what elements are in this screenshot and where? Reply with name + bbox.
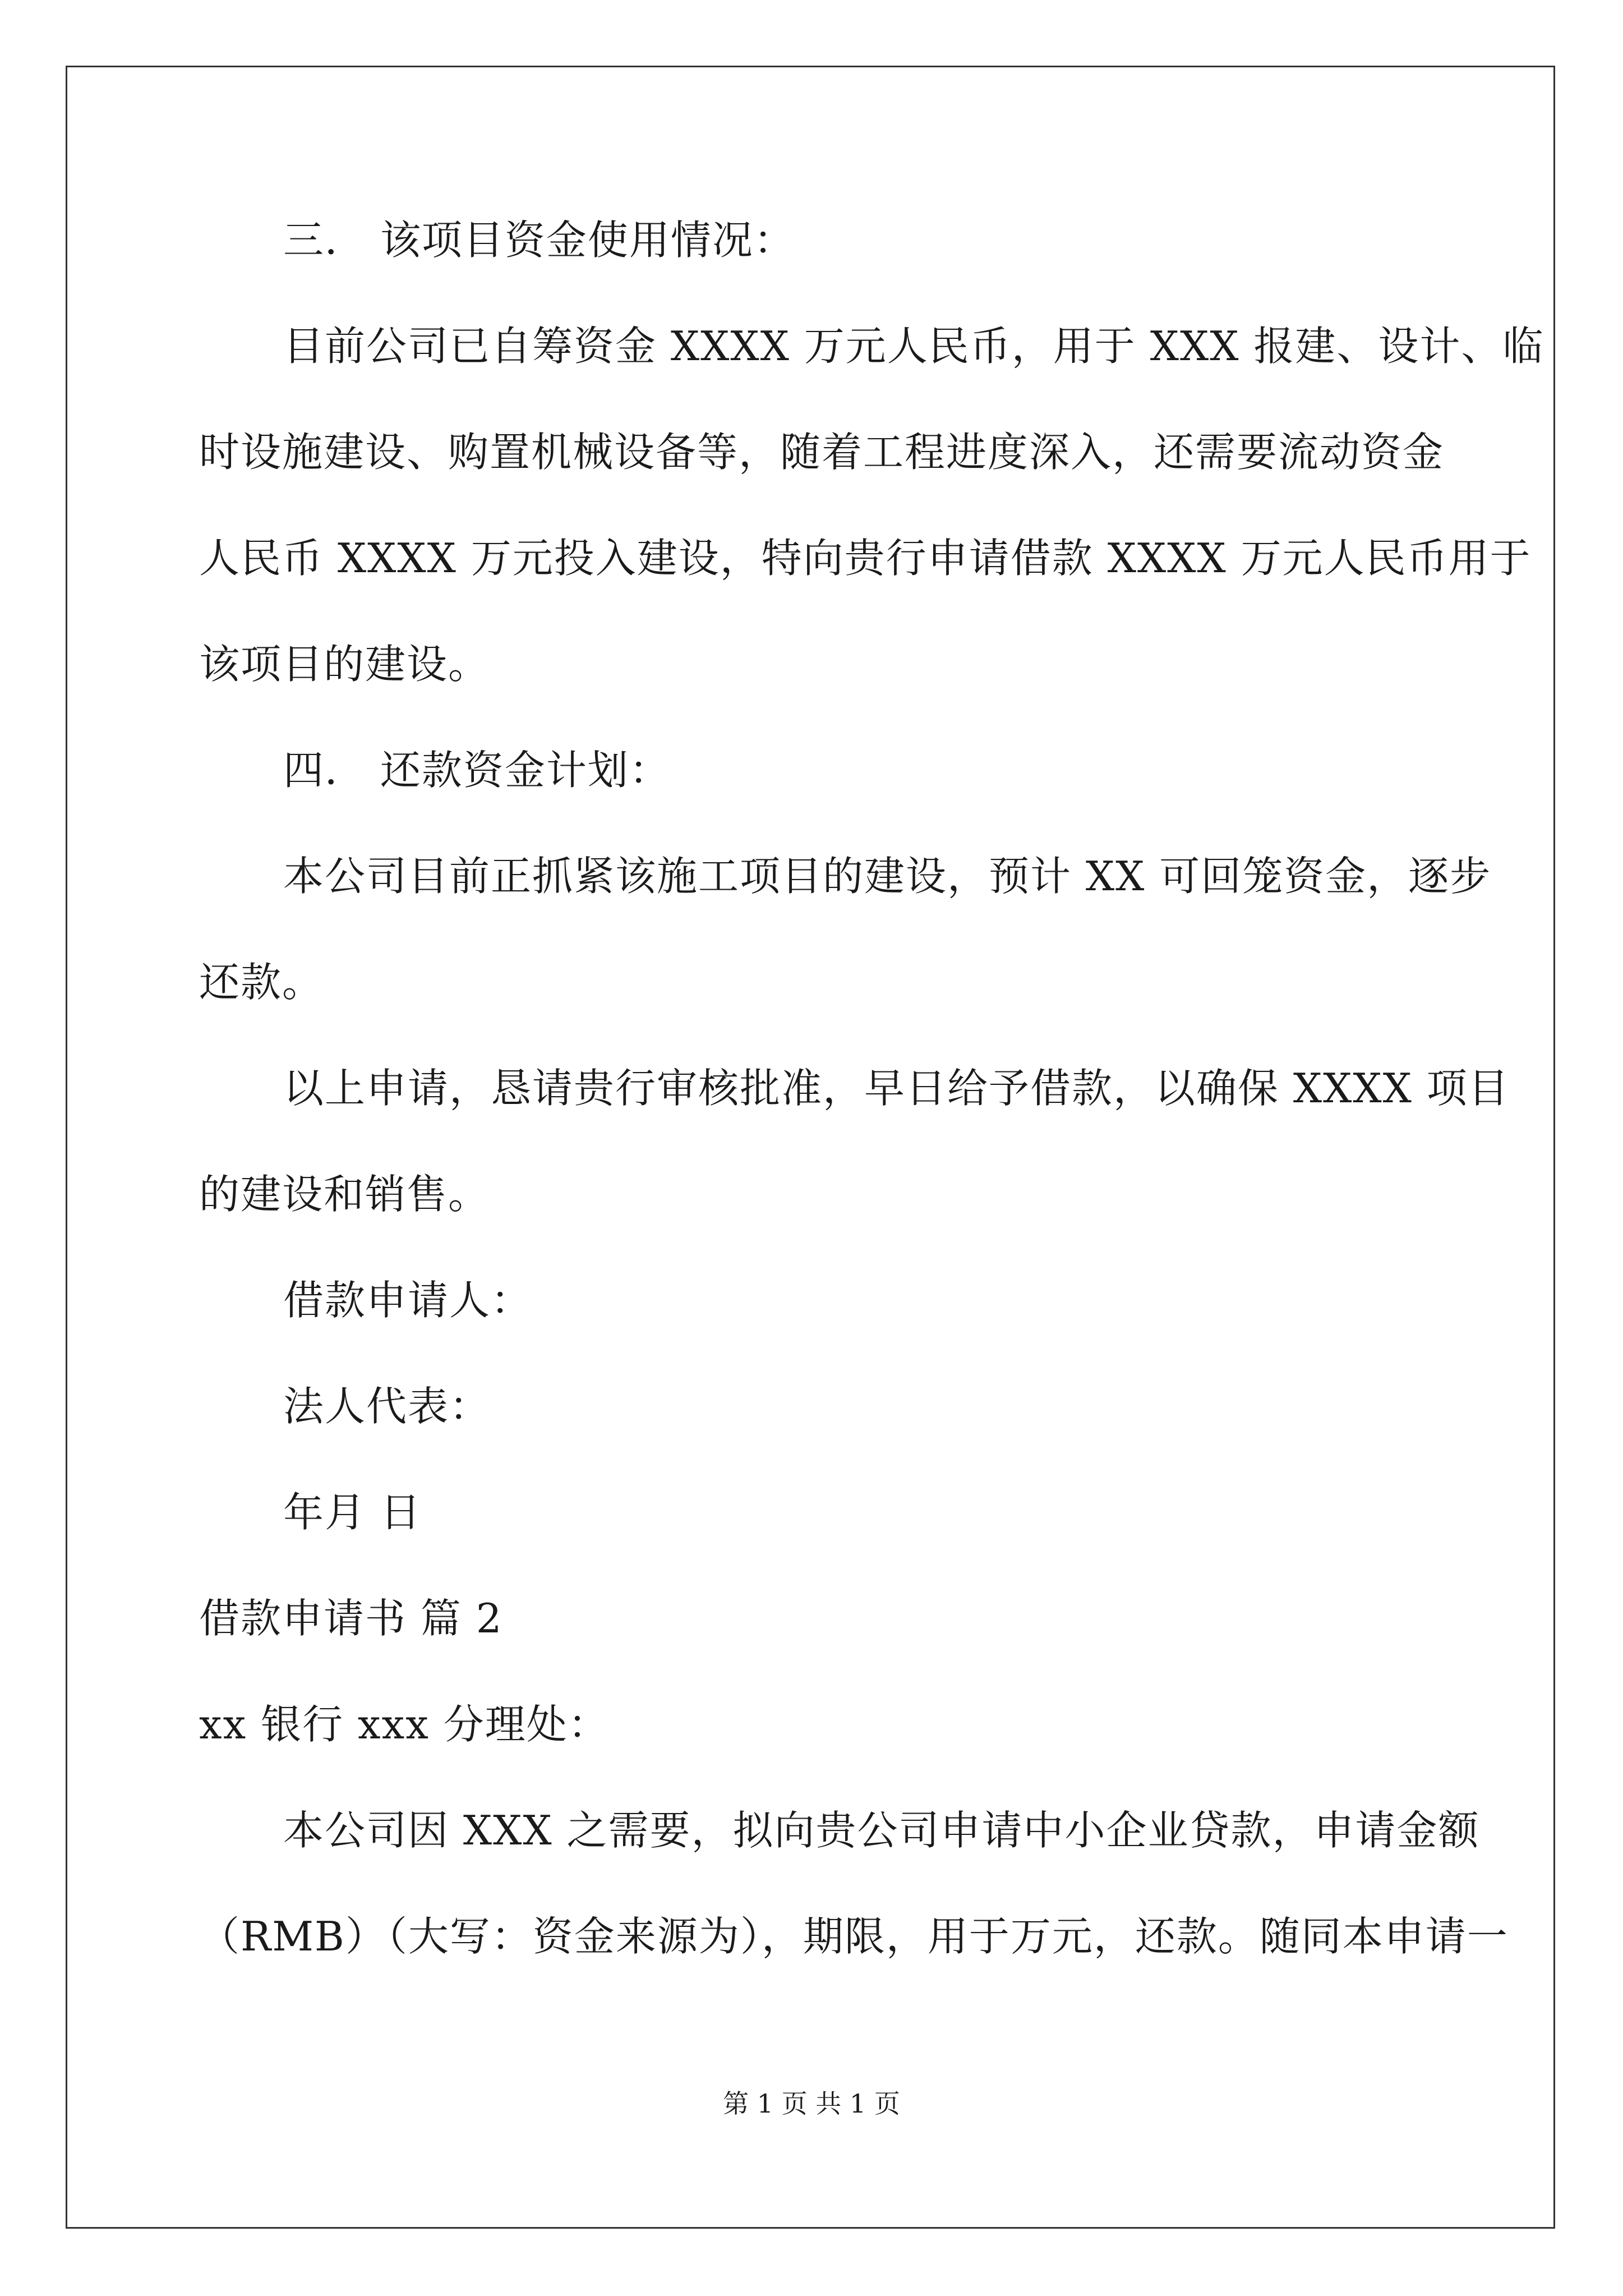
page-number-footer: 第 1 页 共 1 页 [723, 2088, 900, 2119]
paragraph-line: 还款。 [199, 959, 324, 1006]
paragraph-line: 时设施建设、购置机械设备等，随着工程进度深入，还需要流动资金 [199, 429, 1445, 476]
paragraph-line: （RMB）（大写：资金来源为），期限，用于万元，还款。随同本申请一 [199, 1913, 1509, 1960]
section-title: 借款申请书 篇 2 [199, 1595, 503, 1642]
applicant-label: 借款申请人： [283, 1277, 533, 1324]
section-heading-4: 四． 还款资金计划： [283, 747, 671, 794]
paragraph-line: 该项目的建设。 [199, 641, 490, 688]
paragraph-line: 本公司目前正抓紧该施工项目的建设，预计 XX 可回笼资金，逐步 [283, 853, 1492, 900]
legal-rep-label: 法人代表： [283, 1383, 491, 1430]
paragraph-line: 目前公司已自筹资金 XXXX 万元人民币，用于 XXX 报建、设计、临 [283, 323, 1544, 370]
addressee: xx 银行 xxx 分理处： [199, 1701, 610, 1748]
date-label: 年月 日 [283, 1489, 422, 1536]
paragraph-line: 本公司因 XXX 之需要，拟向贵公司申请中小企业贷款，申请金额 [283, 1807, 1480, 1854]
paragraph-line: 人民币 XXXX 万元投入建设，特向贵行申请借款 XXXX 万元人民币用于 [199, 535, 1532, 582]
paragraph-line: 以上申请，恳请贵行审核批准，早日给予借款，以确保 XXXX 项目 [283, 1065, 1510, 1112]
section-heading-3: 三． 该项目资金使用情况： [283, 217, 795, 264]
page-border [66, 66, 1555, 2229]
paragraph-line: 的建设和销售。 [199, 1171, 490, 1218]
